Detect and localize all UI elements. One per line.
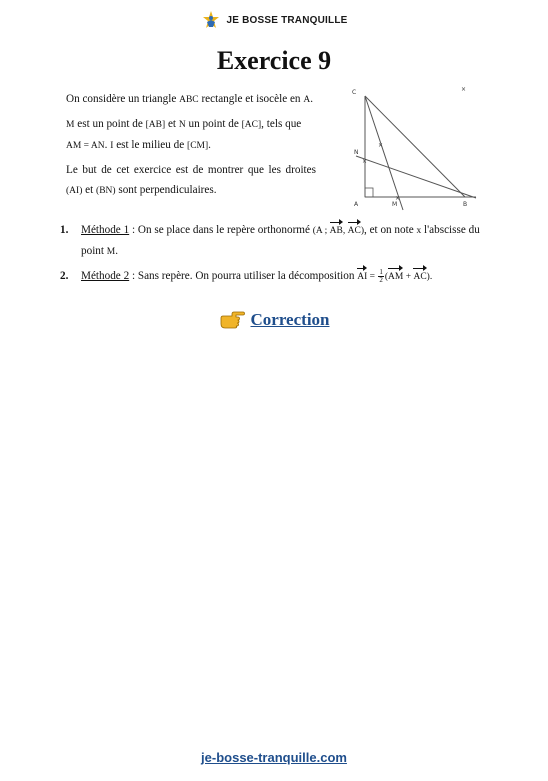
variable: x: [416, 226, 422, 236]
point-name: I: [110, 141, 114, 151]
statement-paragraph-3: [66, 160, 316, 201]
segment-name: [AB]: [145, 120, 166, 130]
statement-text: .: [104, 139, 111, 151]
vector-ac: AC: [348, 221, 361, 241]
cross-n: ×: [362, 158, 368, 165]
method-label: Méthode 2: [81, 270, 130, 282]
statement-text: .: [208, 139, 211, 151]
statement-paragraph-1: [66, 89, 316, 110]
statement-text: est le milieu de: [113, 139, 188, 151]
questions-list: [60, 220, 490, 291]
line-name: (BN): [96, 186, 116, 196]
correction-row: [0, 310, 548, 330]
method-label: Méthode 1: [81, 224, 130, 236]
statement-text: Le but de cet exercice est de montrer que les droites: [66, 164, 316, 176]
label-m: M: [392, 201, 398, 208]
question-number: 2.: [60, 270, 69, 282]
brand-name: JE BOSSE TRANQUILLE: [226, 14, 348, 26]
statement-text: et: [165, 118, 179, 130]
triangle-diagram: [340, 84, 480, 212]
question-2: [60, 266, 490, 287]
question-text: , et on note: [363, 224, 417, 236]
math: ).: [426, 272, 433, 282]
correction-link[interactable]: Correction: [250, 310, 330, 329]
vertex-name: A: [303, 95, 311, 105]
line-ai: [356, 156, 476, 198]
cross-i: ×: [378, 142, 384, 149]
label-n: N: [354, 149, 359, 156]
statement-text: .: [310, 93, 313, 105]
statement-text: et: [82, 184, 97, 196]
geometry-figure: [340, 84, 480, 212]
math: ): [360, 226, 364, 236]
question-number: 1.: [60, 224, 69, 236]
numerator: 1: [379, 267, 383, 276]
question-text: : Sans repère. On pourra utiliser la décomposition: [129, 270, 358, 282]
site-header: [0, 10, 548, 30]
star-person-logo-icon: [200, 10, 222, 30]
footer-site-link[interactable]: je-bosse-tranquille.com: [201, 750, 347, 765]
point-name: M: [66, 120, 75, 130]
math: ,: [342, 226, 348, 236]
question-1: [60, 220, 490, 262]
line-cm: [365, 96, 403, 210]
statement-paragraph-2: [66, 114, 316, 156]
statement-text: sont perpendiculaires.: [115, 184, 217, 196]
cross-m: ×: [395, 195, 401, 202]
page-title: Exercice 9: [216, 46, 332, 75]
equation: AM = AN: [66, 141, 105, 151]
statement-text: est un point de: [74, 118, 146, 130]
math: +: [403, 272, 414, 282]
label-a: A: [354, 201, 359, 208]
vector-ai: AI: [357, 267, 367, 287]
question-text: l'abscisse du point: [81, 224, 480, 257]
point-name: N: [178, 120, 186, 130]
vector-am: AM: [388, 267, 403, 287]
vector-ab: AB: [330, 221, 343, 241]
statement-text: , tels que: [261, 118, 302, 130]
math: =: [367, 272, 378, 282]
right-angle-mark: [365, 188, 373, 197]
math: (: [384, 272, 389, 282]
vector-ac: AC: [413, 267, 426, 287]
fraction-one-half: [378, 269, 384, 284]
label-c: C: [352, 89, 357, 96]
line-name: (AI): [66, 186, 83, 196]
triangle-name: ABC: [179, 95, 199, 105]
segment-name: [CM]: [187, 141, 209, 151]
statement-text: un point de: [185, 118, 242, 130]
segment-name: [AC]: [241, 120, 262, 130]
denominator: 2: [379, 275, 383, 284]
statement-text: rectangle et isocèle en: [198, 93, 304, 105]
label-b: B: [463, 201, 468, 208]
exercise-statement: [66, 89, 316, 205]
statement-text: On considère un triangle: [66, 93, 180, 105]
point-name: M: [106, 247, 116, 257]
cross-stray: ×: [461, 86, 467, 93]
math: (A ;: [312, 226, 330, 236]
pointing-hand-icon: [219, 311, 245, 329]
question-text: : On se place dans le repère orthonormé: [129, 224, 313, 236]
question-text: .: [115, 245, 119, 257]
